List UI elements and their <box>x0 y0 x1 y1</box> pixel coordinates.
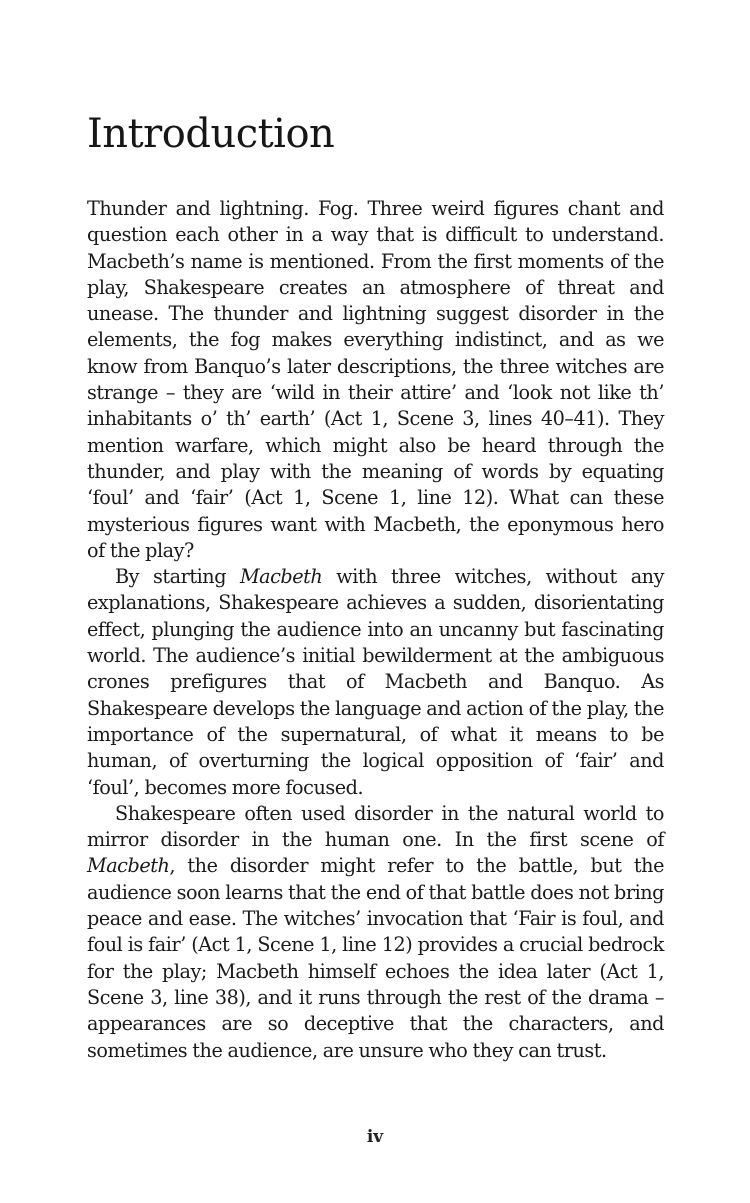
paragraph-2 <box>87 564 664 801</box>
paragraph-text: Thunder and lightning. Fog. Three weird figures chant and question each other in a way that is difficult to understand. Macbeth’s name is mentioned. From the first moments of the play, Shakespeare creates an atmosphere of threat and unease. The thunder and lightning suggest disorder in the elements, the fog makes everything indistinct, and as we know from Banquo’s later descriptions, the three witches are strange – they are ‘wild in their attire’ and ‘look not like th’ inhabitants o’ th’ earth’ (Act 1, Scene 3, lines 40–41). They mention warfare, which might also be heard through the thunder, and play with the meaning of words by equating ‘foul’ and ‘fair’ (Act 1, Scene 1, line 12). What can these mysterious figures want with Macbeth, the eponymous hero of the play? <box>87 197 664 562</box>
play-title-italic: Macbeth <box>239 565 323 589</box>
paragraph-text: , the disorder might refer to the battle, but the audience soon learns that the end of that battle does not bring peace and ease. The witches’ invocation that ‘Fair is foul, and foul is fair’ (Act 1, Scene 1, line 12) provides a crucial bedrock for the play; Macbeth himself echoes the idea later (Act 1, Scene 3, line 38), and it runs through the rest of the drama – appearances are so deceptive that the characters, and sometimes the audience, are unsure who they can trust. <box>87 854 664 1062</box>
paragraph-1 <box>87 196 664 564</box>
paragraph-text: By starting <box>115 565 240 589</box>
play-title-italic: Macbeth <box>87 854 170 878</box>
paragraph-text: Shakespeare often used disorder in the natural world to mirror disorder in the human one. In the first scene of <box>87 801 664 852</box>
chapter-title: Introduction <box>87 111 335 157</box>
body-text <box>87 196 664 1064</box>
paragraph-3 <box>87 801 664 1064</box>
paragraph-text: with three witches, without any explanations, Shakespeare achieves a sudden, disorientating effect, plunging the audience into an uncanny but fascinating world. The audience’s initial bewilderment at the ambiguous crones prefigures that of Macbeth and Banquo. As Shakespeare develops the language and action of the play, the importance of the supernatural, of what it means to be human, of overturning the logical opposition of ‘fair’ and ‘foul’, becomes more focused. <box>87 565 664 799</box>
page-number: iv <box>366 1127 384 1147</box>
